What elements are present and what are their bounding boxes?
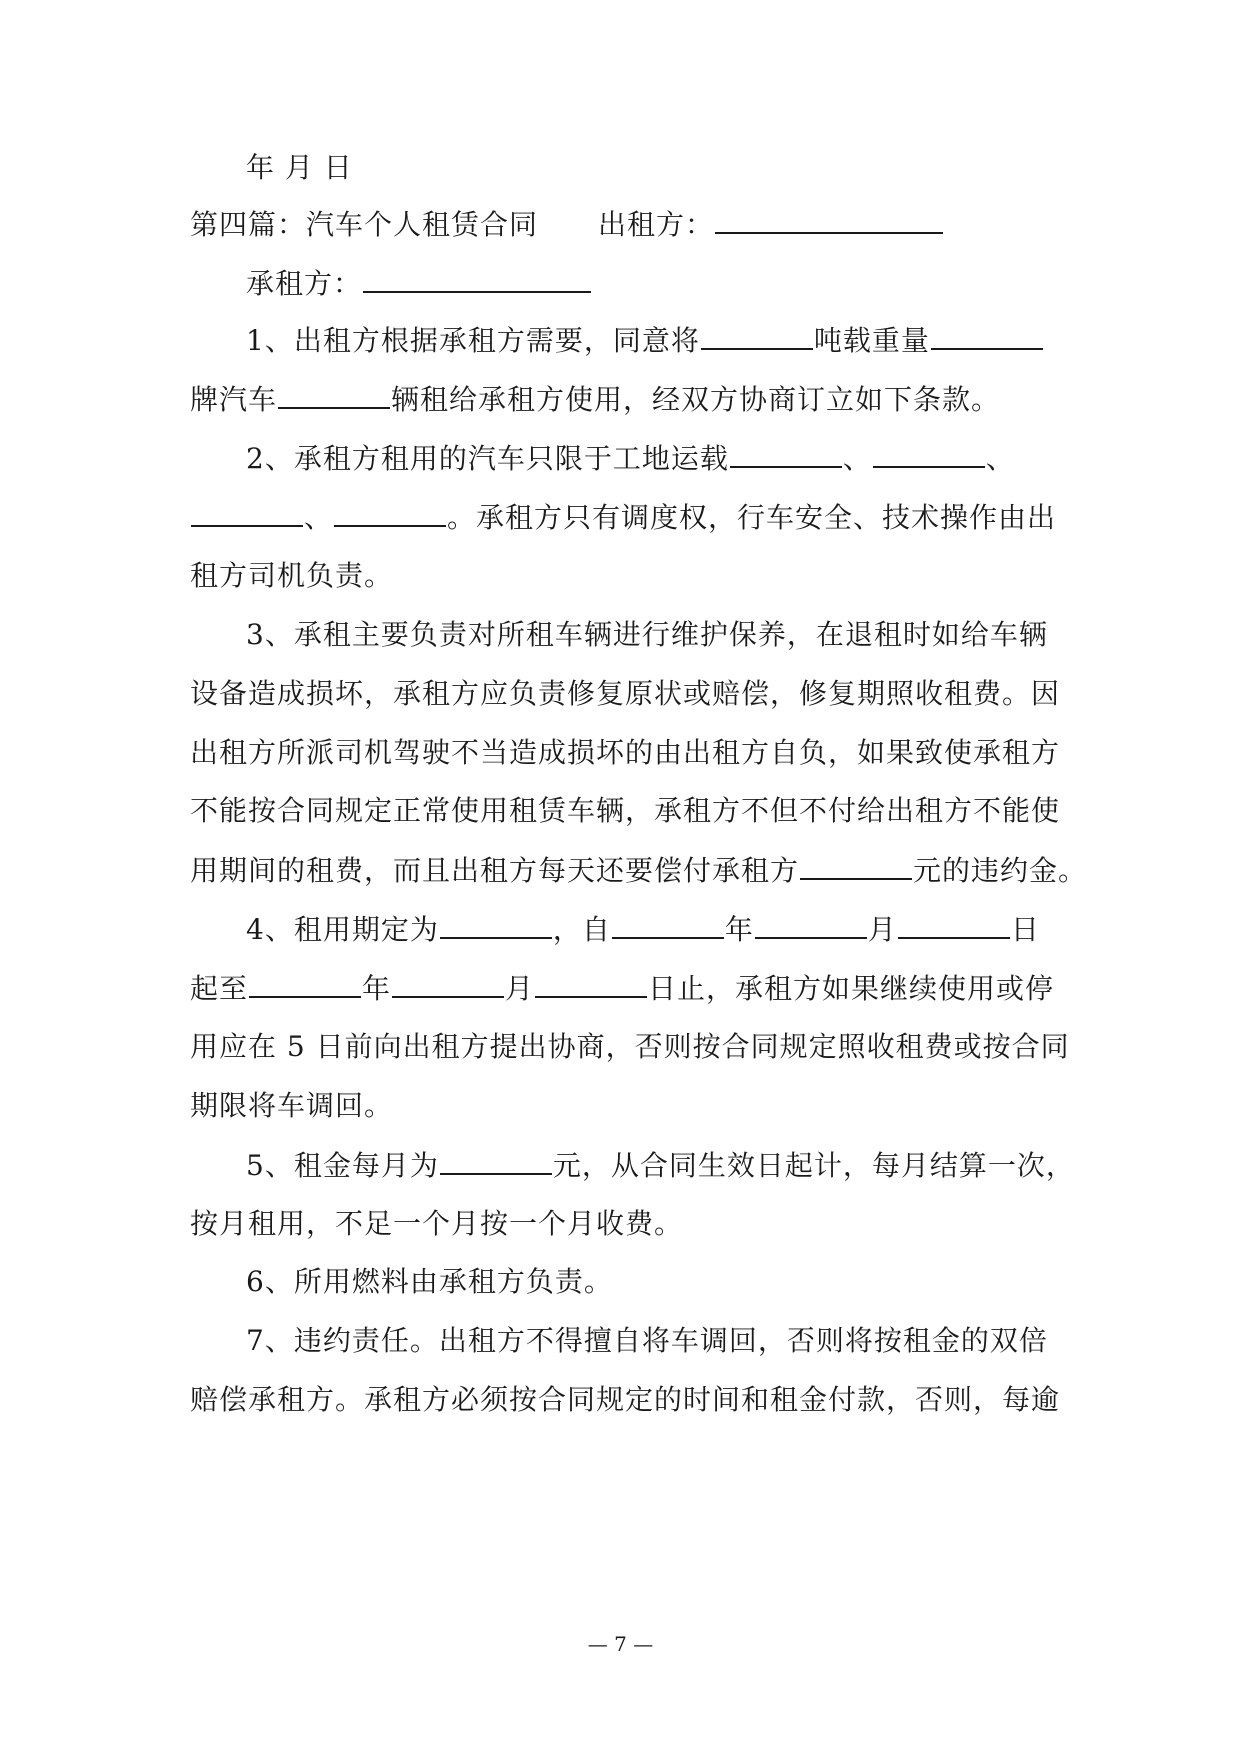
lessee-label: 承租方： [246,267,363,300]
clause-3-line-1: 3、承租主要负责对所租车辆进行维护保养，在退租时如给车辆 [246,618,1048,651]
clause-6-line-1: 6、所用燃料由承租方负责。 [246,1265,613,1298]
clause-2-line-3: 租方司机负责。 [190,559,394,592]
title-line [190,206,1070,243]
blank [898,911,1010,939]
clause-4-line-2: 起至 年 月 日止，承租方如果继续使用或停 [190,972,1055,1005]
clause-5-line-2: 按月租用，不足一个月按一个月收费。 [190,1207,684,1240]
blank [392,970,504,998]
blank [931,322,1043,350]
page-number: — 7 — [587,1632,654,1656]
lessee-line [246,265,1126,302]
clause-7-line-2: 赔偿承租方。承租方必须按合同规定的时间和租金付款，否则，每逾 [190,1383,1061,1416]
clause-1-line-1: 1、出租方根据承租方需要，同意将 吨载重量 [246,322,1126,359]
clause-2-line-2: 、 。承租方只有调度权，行车安全、技术操作由出 [190,499,1070,536]
blank [800,852,912,880]
clause-4-line-3: 用应在 5 日前向出租方提出协商，否则按合同规定照收租费或按合同 [190,1030,1070,1063]
blank [334,499,446,527]
blank [278,381,390,409]
blank [755,911,867,939]
clause-4-line-1: 4、租用期定为 ，自 年 月 日 [246,913,1040,946]
clause-1-line-2: 牌汽车 辆租给承租方使用，经双方协商订立如下条款。 [190,383,1001,416]
blank [873,440,985,468]
date-line: 年 月 日 [246,151,353,184]
clause-3-line-2: 设备造成损坏，承租方应负责修复原状或赔偿，修复期照收租费。因 [190,677,1061,710]
clause-4-line-4: 期限将车调回。 [190,1089,394,1122]
clause-7-line-1: 7、违约责任。出租方不得擅自将车调回，否则将按租金的双倍 [246,1324,1048,1357]
blank [440,911,552,939]
blank [730,440,842,468]
clause-3-line-3: 出租方所派司机驾驶不当造成损坏的由出租方自负，如果致使承租方 [190,736,1061,769]
blank [701,322,813,350]
section-title: 第四篇：汽车个人租赁合同 [190,208,539,241]
blank [535,970,647,998]
blank [191,499,303,527]
clause-5-line-1: 5、租金每月为 元，从合同生效日起计，每月结算一次， [246,1149,1075,1182]
lessor-blank [715,206,943,234]
blank [440,1147,552,1175]
lessor-label: 出租方： [598,208,715,241]
blank [612,911,724,939]
clause-3-line-5: 用期间的租费，而且出租方每天还要偿付承租方 元的违约金。 [190,854,1088,887]
clause-3-line-4: 不能按合同规定正常使用租赁车辆，承租方不但不付给出租方不能使 [190,794,1061,827]
lessee-blank [363,265,591,293]
clause-2-line-1: 2、承租方租用的汽车只限于工地运载 、 、 [246,442,1015,475]
blank [249,970,361,998]
